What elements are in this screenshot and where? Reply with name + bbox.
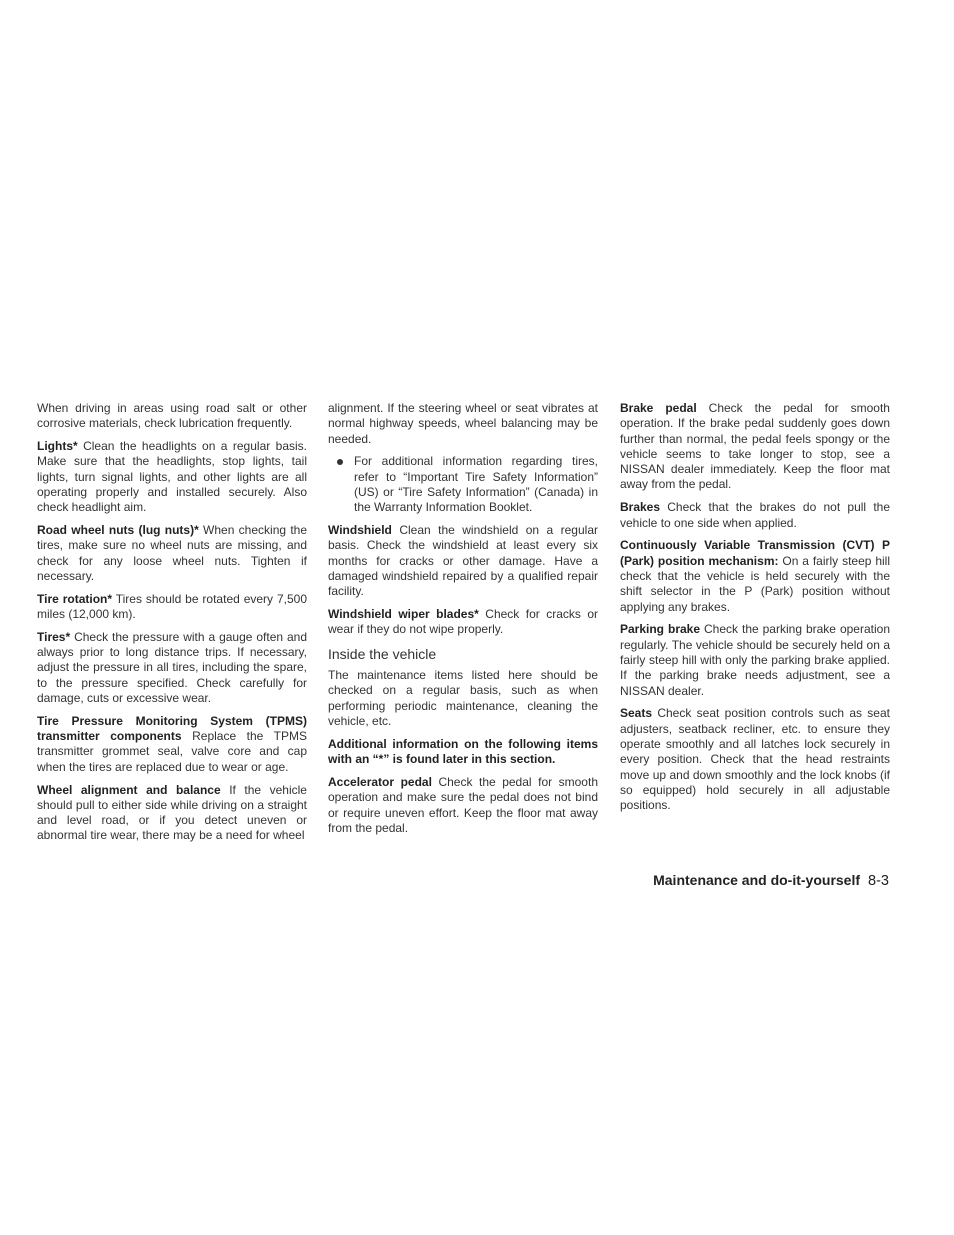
tire-rotation-heading: Tire rotation* bbox=[37, 591, 113, 606]
windshield-heading: Windshield bbox=[328, 523, 392, 538]
lights-item bbox=[37, 439, 307, 515]
tires-text: Check the pressure with a gauge often and always prior to long distance trips. If necessary, adjust the pressure in all tires, including the spare, to the pressure specified. Check carefully for damage, cuts or excessive wear. bbox=[37, 629, 307, 706]
seats-text: Check seat position controls such as seat adjusters, seatback recliner, etc. to ensure they operate smoothly and all latches lock securely in every position. Check that the head restraints move up and down smoothly and the lock knobs (if so equipped) hold securely in all adjustable positions. bbox=[620, 706, 890, 813]
lights-text: Clean the headlights on a regular basis. Make sure that the headlights, stop lights, tail lights, turn signal lights, and other lights are all operating properly and installed securely. Also check headlight aim. bbox=[37, 439, 307, 515]
tire-info-bullet-text: For additional information regarding tires, refer to “Important Tire Safety Information” (US) or “Tire Safety Information” (Canada) in the Warranty Information Booklet. bbox=[354, 454, 598, 515]
brakes-item bbox=[620, 500, 890, 531]
cvt-heading: Continuously Variable Transmission (CVT) P (Park) position mechanism: bbox=[620, 538, 890, 568]
tire-rotation-text: Tires should be rotated every 7,500 miles (12,000 km). bbox=[37, 591, 307, 622]
parking-brake-heading: Parking brake bbox=[620, 622, 701, 637]
windshield-text: Clean the windshield on a regular basis. Check the windshield at least every six months for cracks or other damage. Have a damaged windshield repaired by a qualified repair facility. bbox=[328, 523, 598, 599]
column-middle bbox=[328, 401, 598, 844]
alignment-continuation: alignment. If the steering wheel or seat vibrates at normal highway speeds, wheel balancing may be needed. bbox=[328, 401, 598, 446]
brakes-heading: Brakes bbox=[620, 500, 661, 515]
alignment-item bbox=[37, 783, 307, 844]
bullet-dot-icon bbox=[337, 459, 343, 465]
additional-info-note: Additional information on the following items with an “*” is found later in this section. bbox=[328, 736, 598, 767]
parking-brake-text: Check the parking brake operation regularly. The vehicle should be securely held on a fairly steep hill with only the parking brake applied. If the parking brake needs adjustment, see a NISSAN dealer. bbox=[620, 622, 890, 698]
accelerator-item bbox=[328, 775, 598, 836]
footer-section-title: Maintenance and do-it-yourself bbox=[653, 872, 861, 888]
alignment-heading: Wheel alignment and balance bbox=[37, 782, 221, 797]
brake-pedal-text: Check the pedal for smooth operation. If the brake pedal suddenly goes down further than normal, the pedal feels spongy or the vehicle seems to take longer to stop, see a NISSAN dealer immediately. Keep the floor mat away from the pedal. bbox=[620, 401, 890, 492]
lug-nuts-item bbox=[37, 523, 307, 584]
tpms-item bbox=[37, 714, 307, 775]
wiper-text: Check for cracks or wear if they do not wipe properly. bbox=[328, 607, 598, 637]
tire-info-bullet bbox=[328, 454, 598, 515]
page-footer bbox=[600, 871, 889, 890]
lights-heading: Lights* bbox=[37, 439, 78, 454]
brake-pedal-item bbox=[620, 401, 890, 493]
column-left bbox=[37, 401, 307, 851]
accelerator-heading: Accelerator pedal bbox=[328, 774, 432, 789]
tpms-text: Replace the TPMS transmitter grommet seal, valve core and cap when the tires are replaced due to wear or age. bbox=[37, 729, 307, 774]
wiper-item bbox=[328, 607, 598, 638]
brakes-text: Check that the brakes do not pull the vehicle to one side when applied. bbox=[620, 500, 890, 530]
alignment-text: If the vehicle should pull to either side while driving on a straight and level road, or if you detect uneven or abnormal tire wear, there may be a need for wheel bbox=[37, 782, 307, 843]
section-title-inside-vehicle: Inside the vehicle bbox=[328, 646, 437, 663]
accelerator-text: Check the pedal for smooth operation and make sure the pedal does not bind or require uneven effort. Keep the floor mat away from the pedal. bbox=[328, 774, 598, 835]
brake-pedal-heading: Brake pedal bbox=[620, 401, 697, 415]
tpms-heading: Tire Pressure Monitoring System (TPMS) transmitter components bbox=[37, 713, 307, 744]
section-intro: The maintenance items listed here should be checked on a regular basis, such as when performing periodic maintenance, cleaning the vehicle, etc. bbox=[328, 668, 598, 729]
page-number: 8-3 bbox=[868, 873, 889, 889]
lug-nuts-heading: Road wheel nuts (lug nuts)* bbox=[37, 523, 199, 538]
wiper-heading: Windshield wiper blades* bbox=[328, 607, 479, 622]
cvt-text: On a fairly steep hill check that the vehicle is held securely with the shift selector in the P (Park) position without applying any brakes. bbox=[620, 553, 890, 614]
tires-heading: Tires* bbox=[37, 629, 71, 644]
column-right bbox=[620, 401, 890, 821]
cvt-item bbox=[620, 538, 890, 614]
parking-brake-item bbox=[620, 622, 890, 698]
tires-item bbox=[37, 630, 307, 706]
intro-paragraph: When driving in areas using road salt or other corrosive materials, check lubrication frequently. bbox=[37, 401, 307, 431]
seats-heading: Seats bbox=[620, 706, 653, 721]
tire-rotation-item bbox=[37, 592, 307, 623]
lug-nuts-text: When checking the tires, make sure no wheel nuts are missing, and check for any loose wheel nuts. Tighten if necessary. bbox=[37, 523, 307, 583]
windshield-item bbox=[328, 523, 598, 599]
seats-item bbox=[620, 706, 890, 813]
